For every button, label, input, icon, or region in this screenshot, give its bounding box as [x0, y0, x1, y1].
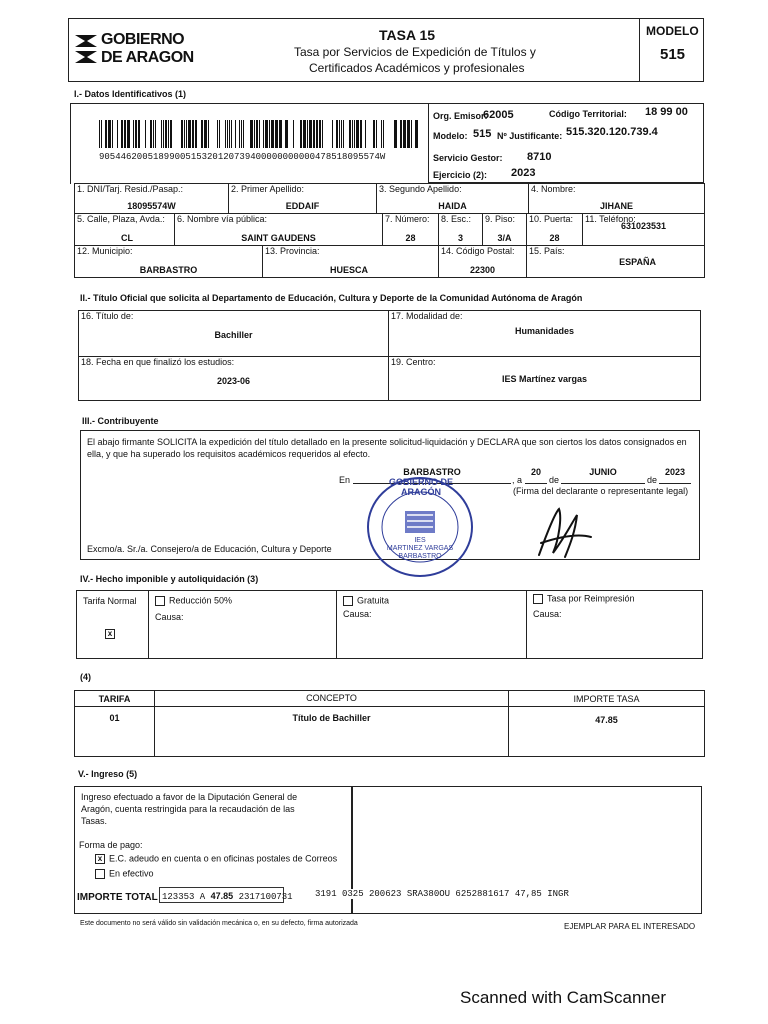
reduccion-cell	[149, 591, 337, 659]
ingreso-text-3: Tasas.	[81, 816, 108, 826]
de2-label: de	[647, 475, 658, 485]
telefono-label: 11. Teléfono:	[585, 214, 636, 224]
barcode-area	[70, 103, 429, 184]
anio-line	[659, 483, 691, 484]
logo-line2: DE ARAGON	[101, 49, 194, 66]
reduccion-checkbox[interactable]	[155, 596, 165, 606]
field-esc	[439, 214, 483, 246]
header-box	[68, 18, 704, 82]
modalidad-value: Humanidades	[514, 326, 574, 336]
footer-note: Este documento no será válido sin validación mecánica o, en su defecto, firma autorizada	[80, 920, 358, 927]
justificante-label: Nº Justificante:	[497, 131, 563, 141]
modelo-label-2: Modelo:	[433, 131, 468, 141]
reimpresion-causa-label: Causa:	[533, 609, 562, 619]
field-municipio	[75, 246, 263, 278]
field-segundo-apellido	[377, 184, 529, 214]
validation-box	[315, 786, 702, 914]
firma-label: (Firma del declarante o representante legal)	[513, 486, 689, 496]
concepto-header-label: CONCEPTO	[306, 693, 357, 703]
field-fecha-fin	[79, 357, 389, 401]
opcion-eccorreos	[95, 854, 337, 864]
field-calle	[75, 214, 175, 246]
field-puerta	[527, 214, 583, 246]
id-info-box	[428, 103, 704, 183]
dia-line	[525, 483, 547, 484]
a-label: , a	[512, 475, 523, 485]
tarifa-value: 01	[109, 713, 120, 723]
pais-label: 15. País:	[529, 246, 565, 256]
provincia-label: 13. Provincia:	[265, 246, 320, 256]
dni-label: 1. DNI/Tarj. Resid./Pasap.:	[77, 184, 184, 194]
modelo-label: MODELO	[646, 24, 699, 38]
reduccion-causa-label: Causa:	[155, 612, 184, 622]
nombre-label: 4. Nombre:	[531, 184, 576, 194]
field-nombre	[529, 184, 705, 214]
numero-label: 7. Número:	[385, 214, 430, 224]
tarifa-header	[75, 691, 155, 707]
field-provincia	[263, 246, 439, 278]
efectivo-label: En efectivo	[109, 868, 154, 879]
reimpresion-checkbox[interactable]	[533, 594, 543, 604]
form-subtitle-1: Tasa por Servicios de Expedición de Títulos y	[294, 45, 536, 59]
justificante-value: 515.320.120.739.4	[566, 126, 658, 138]
reimpresion-cell	[527, 591, 703, 659]
modelo-value: 515	[660, 46, 686, 63]
calle-label: 5. Calle, Plaza, Avda.:	[77, 214, 165, 224]
org-emisor-value: 62005	[483, 109, 514, 121]
tarifa-normal-label: Tarifa Normal	[83, 596, 137, 606]
org-emisor-label: Org. Emisor:	[433, 111, 488, 121]
servicio-gestor-label: Servicio Gestor:	[433, 153, 503, 163]
gratuita-cell	[337, 591, 527, 659]
section4-title: IV.- Hecho imponible y autoliquidación (3)	[80, 574, 259, 584]
titulo-value: Bachiller	[214, 330, 253, 340]
en-label: En	[339, 475, 351, 485]
field-modalidad	[389, 311, 701, 357]
pais-value: ESPAÑA	[619, 257, 656, 267]
importe-header	[509, 691, 705, 707]
personal-data-grid	[74, 183, 705, 278]
field-dni	[75, 184, 229, 214]
print-box	[159, 887, 293, 903]
cp-value: 22300	[469, 265, 496, 275]
fecha-value: 2023-06	[216, 376, 251, 386]
stamp-text-ciudad: BARBASTRO	[398, 553, 442, 560]
field-piso	[483, 214, 527, 246]
modelo-box	[639, 18, 706, 82]
stamp-text-top: GOBIERNO DE ARAGÓN	[388, 477, 453, 497]
signature-icon	[529, 503, 595, 563]
tarifa-table	[74, 690, 705, 757]
concepto-header	[155, 691, 509, 707]
numero-value: 28	[405, 233, 416, 243]
municipio-label: 12. Municipio:	[77, 246, 133, 256]
logo	[73, 29, 203, 73]
tarifa-note: (4)	[80, 672, 91, 682]
reimpresion-label: Tasa por Reimpresión	[547, 593, 635, 604]
section5-title: V.- Ingreso (5)	[78, 769, 138, 779]
validation-print: 3191 0325 200623 SRA380OU 6252881617 47,85 INGR	[315, 889, 569, 899]
servicio-gestor-value: 8710	[527, 151, 552, 163]
importe-total-label: IMPORTE TOTAL	[77, 892, 158, 903]
cp-label: 14. Código Postal:	[441, 246, 515, 256]
print-amount: 47.85	[210, 891, 234, 901]
hecho-imponible-grid	[76, 590, 703, 659]
ingreso-text-1: Ingreso efectuado a favor de la Diputación General de	[81, 792, 298, 802]
field-titulo	[79, 311, 389, 357]
destinatario: Excmo/a. Sr./a. Consejero/a de Educación, Cultura y Deporte	[87, 544, 332, 554]
field-telefono	[583, 214, 705, 246]
importe-header-label: IMPORTE TASA	[573, 694, 640, 704]
dia-value: 20	[530, 467, 541, 477]
gratuita-causa-label: Causa:	[343, 609, 372, 619]
field-via	[175, 214, 383, 246]
codigo-territorial-label: Código Territorial:	[549, 109, 627, 119]
concepto-value: Título de Bachiller	[292, 713, 371, 723]
apellido2-value: HAIDA	[438, 201, 467, 211]
forma-pago-label: Forma de pago:	[79, 840, 143, 850]
titulo-label: 16. Título de:	[81, 311, 134, 321]
eccorreos-checkbox[interactable]: x	[95, 854, 105, 864]
ingreso-box	[74, 786, 352, 914]
provincia-value: HUESCA	[329, 265, 368, 275]
section2-title: II.- Título Oficial que solicita al Departamento de Educación, Cultura y Deporte de la Comunidad Autónoma de Aragón	[80, 293, 583, 303]
ingreso-text-2: Aragón, cuenta restringida para la recaudación de las	[81, 804, 295, 814]
form-title: TASA 15	[379, 27, 436, 43]
de1-label: de	[549, 475, 560, 485]
scanner-watermark: Scanned with CamScanner	[460, 988, 667, 1007]
tarifa-header-label: TARIFA	[98, 694, 131, 704]
puerta-label: 10. Puerta:	[529, 214, 574, 224]
importe-value: 47.85	[595, 715, 618, 725]
field-pais	[527, 246, 705, 278]
contribuyente-text: El abajo firmante SOLICITA la expedición del título detallado en la presente solicitud-liquidación y DECLARA que son ciertos los datos consignados en ella, y que ha superado los requisitos académicos requeridos al efecto.	[87, 437, 687, 460]
calle-value: CL	[121, 233, 133, 243]
esc-label: 8. Esc.:	[441, 214, 472, 224]
piso-label: 9. Piso:	[485, 214, 516, 224]
nombre-value: JIHANE	[599, 201, 633, 211]
reduccion-label: Reducción 50%	[169, 595, 233, 606]
field-primer-apellido	[229, 184, 377, 214]
telefono-value: 631023531	[620, 221, 667, 231]
barcode-icon	[97, 120, 419, 148]
stamp-text-centro: MARTINEZ VARGAS	[386, 545, 454, 552]
footer-ejemplar: EJEMPLAR PARA EL INTERESADO	[564, 922, 696, 931]
puerta-value: 28	[549, 233, 560, 243]
field-numero	[383, 214, 439, 246]
gratuita-checkbox[interactable]	[343, 596, 353, 606]
centro-value: IES Martínez vargas	[501, 374, 588, 384]
logo-line1: GOBIERNO	[101, 31, 185, 48]
field-centro	[389, 357, 701, 401]
codigo-territorial-value: 18 99 00	[645, 106, 688, 118]
barcode-text: 9054462005189900515320120739400000000000478518095574W	[99, 152, 386, 162]
section1-title: I.- Datos Identificativos (1)	[74, 89, 187, 99]
ejercicio-label: Ejercicio (2):	[433, 170, 488, 180]
titulo-grid	[78, 310, 701, 401]
importe-cell	[509, 707, 705, 757]
apellido2-label: 3. Segundo Apellido:	[379, 184, 462, 194]
lugar-value: BARBASTRO	[403, 467, 461, 477]
print-code-c: 2317100731	[238, 892, 293, 902]
apellido1-value: EDDAIF	[285, 201, 320, 211]
centro-label: 19. Centro:	[391, 357, 436, 367]
anio-value: 2023	[664, 467, 686, 477]
dni-value: 18095574W	[127, 201, 176, 211]
logo-emblem-icon	[73, 31, 99, 67]
tarifa-normal-checkbox[interactable]: x	[105, 629, 115, 639]
gratuita-label: Gratuita	[357, 595, 390, 606]
tarifa-normal-cell	[77, 591, 149, 659]
mes-line	[561, 483, 645, 484]
via-value: SAINT GAUDENS	[241, 233, 316, 243]
modalidad-label: 17. Modalidad de:	[391, 311, 463, 321]
ejercicio-value: 2023	[511, 167, 536, 179]
piso-value: 3/A	[497, 233, 512, 243]
efectivo-checkbox[interactable]	[95, 869, 105, 879]
stamp-text-ies: IES	[414, 537, 426, 544]
tarifa-cell	[75, 707, 155, 757]
modelo-value-2: 515	[473, 128, 492, 140]
esc-value: 3	[457, 233, 463, 243]
fecha-label: 18. Fecha en que finalizó los estudios:	[81, 357, 235, 367]
field-codigo-postal	[439, 246, 527, 278]
print-code-a: 123353 A	[162, 892, 206, 902]
concepto-cell	[155, 707, 509, 757]
contribuyente-box	[80, 430, 700, 560]
opcion-efectivo	[95, 869, 154, 879]
form-subtitle-2: Certificados Académicos y profesionales	[309, 61, 525, 75]
section3-title: III.- Contribuyente	[82, 416, 159, 426]
mes-value: JUNIO	[589, 467, 617, 477]
apellido1-label: 2. Primer Apellido:	[231, 184, 305, 194]
eccorreos-label: E.C. adeudo en cuenta o en oficinas postales de Correos	[109, 853, 338, 864]
via-label: 6. Nombre vía pública:	[177, 214, 268, 224]
municipio-value: BARBASTRO	[139, 265, 198, 275]
official-stamp	[365, 475, 475, 579]
